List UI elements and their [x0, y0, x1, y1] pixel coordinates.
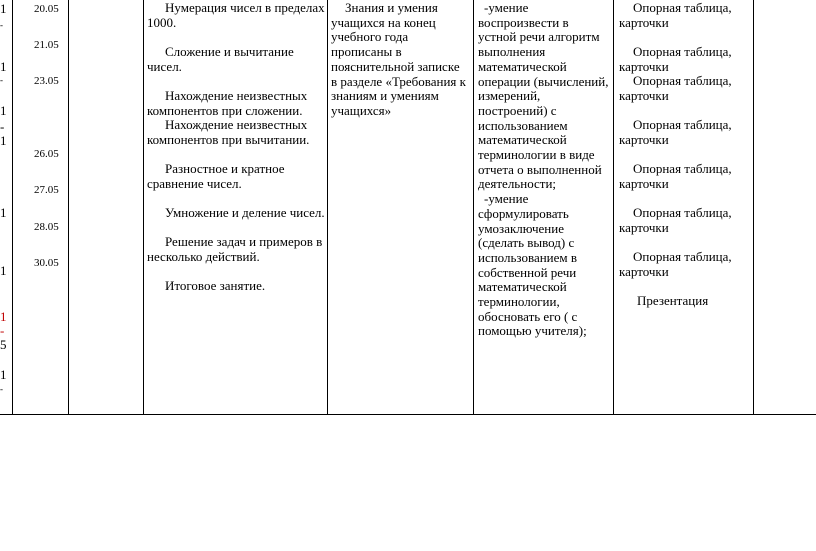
lesson-topic: Сложение и вычитание чисел.	[147, 44, 294, 74]
row-number: 1	[0, 1, 7, 16]
column-divider	[327, 0, 328, 415]
text-line: деятельности;	[478, 176, 557, 192]
text-line: -умение	[484, 0, 529, 15]
material-line: карточки	[619, 175, 669, 191]
material-entry	[619, 45, 749, 74]
material-line: Опорная таблица,	[633, 0, 732, 15]
text-line: использованием в	[478, 249, 578, 265]
skills-text	[478, 1, 610, 339]
lesson-date: 30.05	[34, 257, 59, 269]
lesson-topic: Нумерация чисел в пределах 1000.	[147, 0, 325, 30]
material-line: карточки	[619, 131, 669, 147]
row-number: -	[0, 323, 5, 338]
material-entry	[619, 162, 749, 191]
column-divider	[68, 0, 69, 415]
material-entry	[619, 206, 749, 235]
material-line: Опорная таблица,	[633, 205, 732, 220]
lesson-date: 23.05	[34, 75, 59, 87]
text-line: в разделе «Требования к	[331, 73, 466, 89]
row-number: -	[0, 20, 3, 30]
lesson-date: 26.05	[34, 148, 59, 160]
material-line: карточки	[619, 219, 669, 235]
material-line: карточки	[619, 263, 669, 279]
material-line: Презентация	[637, 293, 709, 308]
material-line: карточки	[619, 58, 669, 74]
material-line: Опорная таблица,	[633, 117, 732, 132]
lesson-date: 28.05	[34, 221, 59, 233]
text-line: прописаны в	[331, 44, 402, 60]
text-line: построений) с	[478, 102, 557, 118]
row-number: -	[0, 75, 3, 85]
row-number: 1	[0, 263, 7, 278]
material-entry	[619, 294, 749, 309]
column-divider	[12, 0, 13, 415]
table-bottom-border	[0, 414, 816, 415]
lesson-topic: Нахождение неизвестных компонентов при сложении.	[147, 88, 308, 118]
row-number: 1	[0, 205, 7, 220]
text-line: терминологии в виде	[478, 147, 595, 163]
text-line: учебного года	[331, 29, 409, 45]
row-number: -	[0, 384, 3, 394]
material-line: Опорная таблица,	[633, 44, 732, 59]
lesson-date: 20.05	[34, 3, 59, 15]
requirements-text	[331, 1, 471, 119]
text-line: терминологии,	[478, 294, 560, 310]
text-line: сформулировать	[478, 205, 569, 221]
text-line: отчета о выполненной	[478, 161, 602, 177]
text-line: (сделать вывод) с	[478, 235, 575, 251]
text-line: измерений,	[478, 88, 541, 104]
text-line: математической	[478, 58, 567, 74]
text-line: Знания и умения	[345, 0, 438, 15]
material-line: Опорная таблица,	[633, 73, 732, 88]
material-line: карточки	[619, 14, 669, 30]
text-line: учащихся»	[331, 102, 392, 118]
lesson-topic: Решение задач и примеров в несколько действий.	[147, 234, 323, 264]
text-line: математической	[478, 132, 567, 148]
column-divider	[143, 0, 144, 415]
text-line: обосновать его ( с	[478, 308, 578, 324]
text-line: пояснительной записке	[331, 58, 460, 74]
row-number: 1	[0, 59, 7, 74]
text-line: использованием	[478, 117, 568, 133]
text-line: устной речи алгоритм	[478, 29, 600, 45]
column-divider	[473, 0, 474, 415]
row-number: 1	[0, 103, 7, 118]
column-divider	[753, 0, 754, 415]
row-number: 1	[0, 367, 7, 382]
material-line: карточки	[619, 87, 669, 103]
text-line: знаниям и умениям	[331, 88, 439, 104]
text-line: воспроизвести в	[478, 14, 569, 30]
material-entry	[619, 1, 749, 30]
text-line: операции (вычислений,	[478, 73, 609, 89]
lesson-topic: Разностное и кратное сравнение чисел.	[147, 161, 285, 191]
column-divider	[613, 0, 614, 415]
material-line: Опорная таблица,	[633, 161, 732, 176]
text-line: умозаключение	[478, 220, 564, 236]
row-number: 1	[0, 133, 7, 148]
row-number: -	[0, 119, 5, 134]
lesson-topic: Умножение и деление чисел.	[165, 205, 325, 220]
text-line: учащихся на конец	[331, 14, 436, 30]
material-line: Опорная таблица,	[633, 249, 732, 264]
row-number: 1	[0, 309, 7, 324]
material-entry	[619, 74, 749, 103]
material-entry	[619, 250, 749, 279]
lesson-topic: Нахождение неизвестных компонентов при вычитании.	[147, 117, 310, 147]
text-line: выполнения	[478, 44, 546, 60]
text-line: математической	[478, 279, 567, 295]
lesson-date: 27.05	[34, 184, 59, 196]
text-line: собственной речи	[478, 264, 577, 280]
material-entry	[619, 118, 749, 147]
row-number: 5	[0, 337, 7, 352]
lesson-topic: Итоговое занятие.	[165, 278, 266, 293]
text-line: помощью учителя);	[478, 323, 587, 339]
lesson-date: 21.05	[34, 39, 59, 51]
text-line: -умение	[484, 191, 529, 207]
